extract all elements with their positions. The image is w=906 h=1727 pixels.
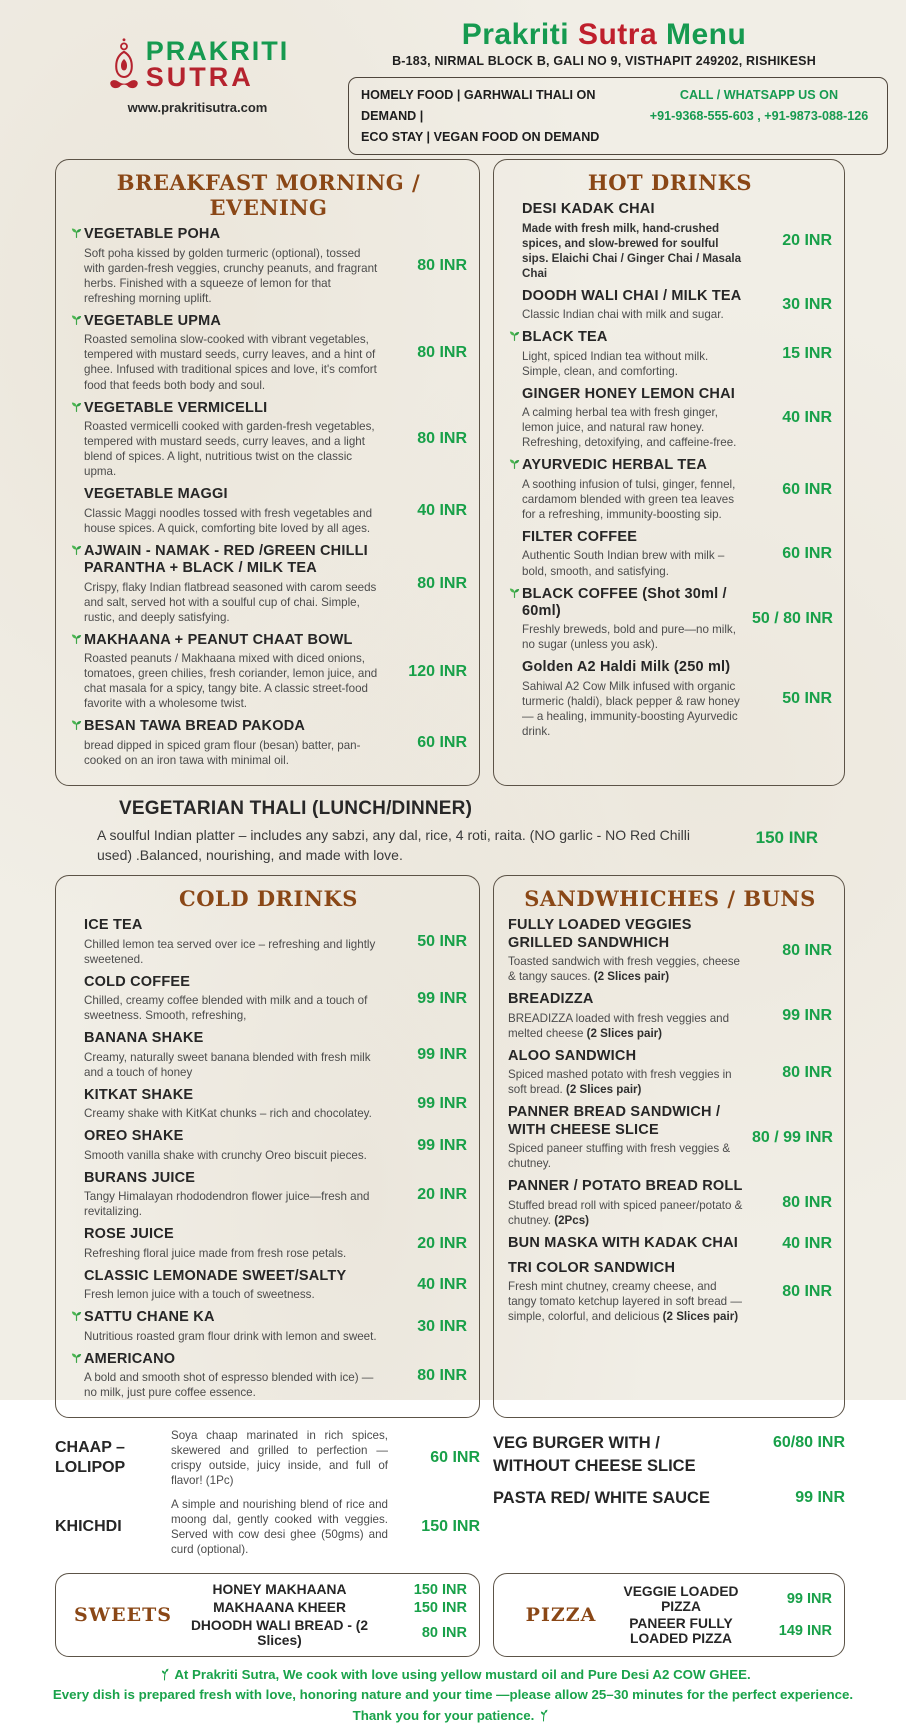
- item-price: 60 INR: [782, 544, 832, 562]
- item-description: A simple and nourishing blend of rice and moong dal, gently cooked with veggies. Served with cow desi ghee (50gms) and curd (optional).: [171, 1497, 388, 1556]
- item-text: [522, 529, 748, 579]
- item-description: Creamy shake with KitKat chunks – rich and chocolatey.: [84, 1107, 372, 1121]
- pizza-section: [493, 1573, 845, 1657]
- item-text: [84, 718, 383, 768]
- item-name: HONEY MAKHAANA: [212, 1582, 347, 1598]
- menu-item: [522, 586, 832, 653]
- item-text: [84, 1030, 383, 1080]
- item-text: [508, 917, 748, 984]
- menu-item: [84, 1030, 467, 1080]
- call-label: CALL / WHATSAPP US ON: [679, 88, 839, 102]
- cold-drinks-title: COLD DRINKS: [179, 886, 358, 912]
- item-text: [522, 457, 748, 522]
- footer-text-3: Thank you for your patience.: [352, 1708, 535, 1724]
- logo-text-prakriti: PRAKRITI: [145, 36, 290, 67]
- pizza-label: PIZZA: [525, 1603, 597, 1626]
- sprout-icon: [508, 586, 521, 599]
- item-text: [84, 226, 383, 306]
- item-text: [84, 917, 383, 967]
- item-price: 60 INR: [417, 734, 467, 752]
- item-price: 30 INR: [782, 296, 832, 314]
- sandwiches-title: SANDWHICHES / BUNS: [524, 886, 816, 912]
- item-name: COLD COFFEE: [84, 973, 191, 990]
- item-description: Light, spiced Indian tea without milk. Simple, clean, and comforting.: [522, 349, 709, 378]
- item-name: CLASSIC LEMONADE SWEET/SALTY: [84, 1267, 347, 1284]
- menu-item: [84, 1226, 467, 1260]
- cold-drinks-section: [55, 875, 480, 1418]
- item-description: Freshly breweds, bold and pure—no milk, no sugar (unless you ask).: [522, 623, 736, 652]
- pizza-items: [616, 1582, 832, 1648]
- sprout-icon: [508, 329, 521, 342]
- menu-item: [508, 1260, 832, 1325]
- item-description: A soothing infusion of tulsi, ginger, fennel, cardamom blended with green tea leaves for a refreshing, immunity-boosting sip.: [522, 477, 736, 521]
- item-text: [84, 1170, 383, 1220]
- item-price: 99 INR: [795, 1488, 845, 1506]
- item-name: Golden A2 Haldi Milk (250 ml): [522, 659, 731, 676]
- item-description: Fresh mint chutney, creamy cheese, and tangy tomato ketchup layered in soft bread — simple, colorful, and delicious (2 Slices pair): [508, 1280, 742, 1324]
- item-price: 80 INR: [782, 1194, 832, 1212]
- item-text: [508, 1235, 748, 1252]
- item-price: 80 INR: [417, 430, 467, 448]
- menu-item: [84, 917, 467, 967]
- menu-item: [84, 400, 467, 480]
- menu-item: [84, 1170, 467, 1220]
- item-name: BUN MASKA WITH KADAK CHAI: [508, 1235, 738, 1252]
- item-price: 20 INR: [782, 232, 832, 250]
- info-services: [361, 85, 635, 147]
- item-name: BLACK TEA: [522, 329, 748, 346]
- menu-item: [508, 1235, 832, 1253]
- item-description: A calming herbal tea with fresh ginger, lemon juice, and natural raw honey. Refreshing, detoxifying, and caffeine-free.: [522, 406, 737, 450]
- item-price: 20 INR: [417, 1234, 467, 1252]
- chaap-khichdi-items: [55, 1428, 480, 1565]
- item-price: 80 INR: [417, 257, 467, 275]
- menu-item: [84, 974, 467, 1024]
- item-name: CHAAP – LOLIPOP: [55, 1439, 126, 1477]
- thali-title: VEGETARIAN THALI (LUNCH/DINNER): [119, 797, 473, 819]
- menu-item: [493, 1487, 845, 1509]
- item-description: Creamy, naturally sweet banana blended with fresh milk and a touch of honey: [84, 1050, 371, 1079]
- item-price: 80 / 99 INR: [752, 1128, 833, 1146]
- item-text: [522, 386, 748, 451]
- title-prakriti: Prakriti: [461, 18, 578, 51]
- info-box: [348, 77, 888, 155]
- menu-item: [522, 659, 832, 739]
- menu-item: [508, 991, 832, 1041]
- item-name: AJWAIN - NAMAK - RED /GREEN CHILLI PARANTHA + BLACK / MILK TEA: [84, 543, 383, 578]
- logo: [75, 18, 320, 115]
- website-link[interactable]: www.prakritisutra.com: [127, 100, 268, 115]
- item-name: MAKHAANA + PEANUT CHAAT BOWL: [84, 632, 383, 649]
- item-description: Nutritious roasted gram flour drink with lemon and sweet.: [84, 1329, 377, 1343]
- item-name: PANNER / POTATO BREAD ROLL: [508, 1178, 743, 1195]
- phone-numbers[interactable]: +91-9368-555-603 , +91-9873-088-126: [649, 108, 869, 123]
- item-name: AYURVEDIC HERBAL TEA: [522, 457, 748, 474]
- hot-drinks-items: [508, 201, 832, 739]
- footer-line-3: [40, 1706, 866, 1727]
- item-name: TRI COLOR SANDWICH: [508, 1259, 676, 1276]
- item-name: BANANA SHAKE: [84, 1030, 204, 1047]
- item-text: [84, 1087, 383, 1121]
- item-text: [522, 329, 748, 379]
- menu-item: [84, 1128, 467, 1162]
- item-description: Chilled lemon tea served over ice – refreshing and lightly sweetened.: [84, 937, 376, 966]
- item-name: VEGETABLE MAGGI: [84, 486, 228, 503]
- item-price: 99 INR: [417, 1095, 467, 1113]
- item-text: [84, 543, 383, 625]
- menu-item: [616, 1616, 832, 1646]
- item-text: [522, 288, 748, 322]
- item-text: [84, 400, 383, 480]
- item-text: [84, 1128, 383, 1162]
- menu-item: [522, 386, 832, 451]
- item-price: 150 INR: [413, 1581, 467, 1598]
- item-name: VEGGIE LOADED PIZZA: [623, 1583, 739, 1614]
- item-description: Soft poha kissed by golden turmeric (optional), tossed with garden-fresh veggies, crunchy peanuts, and fragrant herbs. Finished with a squeeze of lemon for that refreshing morning uplift.: [84, 246, 378, 305]
- item-name: BREADIZZA: [508, 991, 594, 1008]
- menu-item: [522, 529, 832, 579]
- item-name: AMERICANO: [84, 1351, 383, 1368]
- item-description: bread dipped in spiced gram flour (besan) batter, pan-cooked on an iron tawa with minimal oil.: [84, 738, 361, 767]
- menu-item: [84, 1351, 467, 1401]
- item-description: Classic Maggi noodles tossed with fresh vegetables and house spices. A quick, comforting bite loved by all ages.: [84, 506, 373, 535]
- item-name: FULLY LOADED VEGGIES GRILLED SANDWHICH: [508, 917, 692, 951]
- item-text: [84, 1351, 383, 1401]
- item-description: Crispy, flaky Indian flatbread seasoned with carom seeds and salt, served hot with a soulful cup of chai. Simple, rustic, and deeply satisfying.: [84, 580, 377, 624]
- item-name: PASTA RED/ WHITE SAUCE: [493, 1488, 710, 1507]
- menu-item: [522, 457, 832, 522]
- sandwiches-section: [493, 875, 845, 1418]
- item-description: Smooth vanilla shake with crunchy Oreo biscuit pieces.: [84, 1148, 367, 1162]
- meditation-figure-icon: [106, 34, 142, 96]
- item-text: [84, 632, 383, 712]
- item-text: [508, 1104, 748, 1171]
- item-name: KITKAT SHAKE: [84, 1087, 194, 1103]
- item-price: 120 INR: [408, 662, 467, 680]
- sandwiches-items: [508, 917, 832, 1324]
- item-price: 99 INR: [417, 989, 467, 1007]
- info-line-2: ECO STAY | VEGAN FOOD ON DEMAND: [361, 129, 600, 144]
- sprout-icon: [70, 718, 83, 731]
- sprout-icon: [70, 632, 83, 645]
- title-sutra: Sutra: [577, 18, 666, 51]
- item-price: 80 INR: [421, 1624, 467, 1641]
- footer-line-1: [40, 1665, 866, 1686]
- item-description: Authentic South Indian brew with milk – bold, smooth, and satisfying.: [522, 549, 725, 578]
- sweets-items: [178, 1580, 467, 1650]
- item-price: 50 INR: [417, 933, 467, 951]
- footer-line-2: Every dish is prepared fresh with love, honoring nature and your time —please allow 25–30 minutes for the perfect experience.: [52, 1687, 854, 1703]
- item-price: 149 INR: [778, 1622, 832, 1639]
- item-name: BURANS JUICE: [84, 1169, 196, 1186]
- item-name: SATTU CHANE KA: [84, 1309, 383, 1326]
- item-description: Soya chaap marinated in rich spices, skewered and grilled to perfection — crispy outside, juicy inside, and full of flavor! (1Pc): [171, 1429, 388, 1488]
- item-price: 60/80 INR: [772, 1434, 845, 1452]
- footer-note: [0, 1665, 906, 1727]
- item-name: VEGETABLE VERMICELLI: [84, 400, 383, 417]
- item-price: 60 INR: [782, 480, 832, 498]
- item-text: [522, 201, 748, 281]
- item-description: Sahiwal A2 Cow Milk infused with organic turmeric (haldi), black pepper & raw honey — a healing, immunity-boosting Ayurvedic drink.: [522, 679, 740, 739]
- menu-item: [84, 226, 467, 306]
- item-name: ALOO SANDWICH: [508, 1047, 637, 1064]
- item-price: 80 INR: [417, 343, 467, 361]
- item-price: 40 INR: [782, 1234, 832, 1252]
- item-text: [84, 1309, 383, 1343]
- menu-item: [84, 1268, 467, 1302]
- item-description: Roasted peanuts / Makhaana mixed with diced onions, tomatoes, green chilies, fresh coriander, lemon juice, and chat masala for a spicy, tangy bite. A classic street-food favorite with a wholesome twist.: [84, 652, 378, 711]
- address-line: B-183, NIRMAL BLOCK B, GALI NO 9, VISTHAPIT 249202, RISHIKESH: [392, 54, 816, 68]
- item-description: Toasted sandwich with fresh veggies, cheese & tangy sauces. (2 Slices pair): [508, 955, 741, 984]
- item-name: FILTER COFFEE: [522, 529, 638, 546]
- sweets-label: SWEETS: [74, 1603, 172, 1626]
- item-name: VEG BURGER WITH / WITHOUT CHEESE SLICE: [493, 1434, 696, 1475]
- item-price: 99 INR: [417, 1046, 467, 1064]
- menu-item: [178, 1618, 467, 1648]
- menu-item: [178, 1600, 467, 1616]
- item-description: Refreshing floral juice made from fresh rose petals.: [84, 1246, 347, 1260]
- item-description: Spiced mashed potato with fresh veggies in soft bread. (2 Slices pair): [508, 1068, 732, 1097]
- item-name: PANNER BREAD SANDWICH / WITH CHEESE SLICE: [508, 1104, 721, 1138]
- item-name: PANEER FULLY LOADED PIZZA: [629, 1615, 733, 1646]
- menu-item: [55, 1497, 480, 1557]
- thali-text: [97, 798, 698, 866]
- sprout-icon: [70, 313, 83, 326]
- item-name: OREO SHAKE: [84, 1128, 184, 1145]
- item-price: 60 INR: [430, 1449, 480, 1467]
- item-text: [508, 1048, 748, 1098]
- menu-item: [493, 1432, 845, 1477]
- item-price: 20 INR: [417, 1185, 467, 1203]
- item-name: ICE TEA: [84, 917, 143, 934]
- sprout-icon: [70, 1309, 83, 1322]
- item-text: [508, 1260, 748, 1325]
- menu-item: [84, 543, 467, 625]
- title-menu: Menu: [665, 18, 747, 51]
- menu-item: [84, 1309, 467, 1343]
- item-price: 99 INR: [782, 1007, 832, 1025]
- header: [0, 12, 906, 159]
- item-price: 80 INR: [782, 1063, 832, 1081]
- item-description: Roasted vermicelli cooked with garden-fresh vegetables, tempered with mustard seeds, curry leaves, and a light blend of spices. A light, nutritious twist on the classic upma.: [84, 419, 375, 479]
- item-name: ROSE JUICE: [84, 1226, 174, 1243]
- menu-item: [84, 718, 467, 768]
- sprout-icon: [70, 1351, 83, 1364]
- sprout-icon: [70, 400, 83, 413]
- header-right: [320, 18, 888, 155]
- page-title: [320, 20, 888, 50]
- menu-item: [522, 288, 832, 322]
- thali-description: A soulful Indian platter – includes any sabzi, any dal, rice, 4 roti, raita. (NO garlic - NO Red Chilli used) .Balanced, nourishing, and made with love.: [97, 826, 690, 864]
- item-text: [84, 974, 383, 1024]
- wheat-icon: [158, 1668, 171, 1681]
- item-name: BLACK COFFEE (Shot 30ml / 60ml): [522, 586, 748, 621]
- item-description: Made with fresh milk, hand-crushed spices, and slow-brewed for soulful sips. Elaichi Chai / Ginger Chai / Masala Chai: [522, 221, 742, 280]
- item-name: VEGETABLE POHA: [84, 226, 383, 243]
- menu-item: [522, 329, 832, 379]
- thali-section: [55, 788, 848, 872]
- burger-pasta-items: [493, 1432, 845, 1565]
- item-price: 150 INR: [421, 1517, 480, 1535]
- item-price: 40 INR: [417, 1276, 467, 1294]
- logo-wordmark: [145, 36, 290, 92]
- thali-price: 150 INR: [755, 827, 818, 847]
- menu-item: [508, 1178, 832, 1228]
- item-text: [84, 1226, 383, 1260]
- item-price: 99 INR: [417, 1136, 467, 1154]
- item-text: [522, 586, 748, 653]
- item-price: 80 INR: [782, 1283, 832, 1301]
- item-name: DESI KADAK CHAI: [522, 201, 655, 218]
- item-description: Spiced paneer stuffing with fresh veggies & chutney.: [508, 1142, 731, 1171]
- item-text: [84, 486, 383, 536]
- item-text: [84, 1268, 383, 1302]
- item-price: 40 INR: [782, 409, 832, 427]
- item-description: Roasted semolina slow-cooked with vibrant vegetables, tempered with mustard seeds, curry leaves, and a hint of ghee. Infused with traditional spices and love, it's comfort food that feeds both body and soul.: [84, 333, 377, 392]
- item-price: 50 / 80 INR: [752, 610, 833, 628]
- menu-item: [84, 313, 467, 393]
- breakfast-section: [55, 159, 480, 786]
- item-description: Chilled, creamy coffee blended with milk and a touch of sweetness. Smooth, refreshing,: [84, 994, 368, 1023]
- menu-item: [178, 1582, 467, 1598]
- item-price: 150 INR: [413, 1599, 467, 1616]
- item-price: 80 INR: [417, 1366, 467, 1384]
- item-description: Tangy Himalayan rhododendron flower juice—fresh and revitalizing.: [84, 1190, 370, 1219]
- menu-item: [508, 917, 832, 984]
- info-line-1: HOMELY FOOD | GARHWALI THALI ON DEMAND |: [361, 88, 596, 123]
- sprout-icon: [508, 457, 521, 470]
- item-price: 30 INR: [417, 1317, 467, 1335]
- menu-item: [522, 201, 832, 281]
- menu-item: [55, 1428, 480, 1488]
- menu-item: [84, 1087, 467, 1121]
- item-description: Classic Indian chai with milk and sugar.: [522, 308, 724, 322]
- item-price: 80 INR: [417, 574, 467, 592]
- item-price: 80 INR: [782, 941, 832, 959]
- item-price: 15 INR: [782, 345, 832, 363]
- item-name: VEGETABLE UPMA: [84, 313, 383, 330]
- menu-item: [84, 486, 467, 536]
- item-name: GINGER HONEY LEMON CHAI: [522, 385, 735, 402]
- item-text: [522, 659, 748, 739]
- menu-item: [84, 632, 467, 712]
- item-price: 50 INR: [782, 690, 832, 708]
- item-text: [508, 1178, 748, 1228]
- menu-item: [616, 1584, 832, 1614]
- contact-block: [643, 85, 875, 147]
- breakfast-items: [70, 226, 467, 768]
- item-description: A bold and smooth shot of espresso blended with ice) — no milk, just pure coffee essence.: [84, 1371, 374, 1400]
- item-name: KHICHDI: [55, 1517, 122, 1535]
- item-name: BESAN TAWA BREAD PAKODA: [84, 718, 383, 735]
- item-description: Fresh lemon juice with a touch of sweetness.: [84, 1288, 315, 1302]
- wheat-icon: [537, 1709, 550, 1722]
- sprout-icon: [70, 226, 83, 239]
- breakfast-title: BREAKFAST MORNING / EVENING: [116, 170, 421, 221]
- item-text: [84, 313, 383, 393]
- item-price: 40 INR: [417, 501, 467, 519]
- footer-text-1: At Prakriti Sutra, We cook with love using yellow mustard oil and Pure Desi A2 COW GHEE.: [174, 1666, 751, 1682]
- item-description: Stuffed bread roll with spiced paneer/potato & chutney. (2Pcs): [508, 1198, 743, 1227]
- logo-text-sutra: SUTRA: [145, 62, 254, 92]
- item-price: 99 INR: [786, 1590, 832, 1607]
- sprout-icon: [70, 543, 83, 556]
- menu-item: [508, 1104, 832, 1171]
- item-name: DOODH WALI CHAI / MILK TEA: [522, 287, 742, 304]
- sweets-section: [55, 1573, 480, 1657]
- item-name: DHOODH WALI BREAD - (2 Slices): [190, 1617, 369, 1648]
- item-name: MAKHAANA KHEER: [213, 1600, 346, 1616]
- cold-drinks-items: [70, 917, 467, 1400]
- hot-drinks-title: HOT DRINKS: [587, 170, 753, 196]
- hot-drinks-section: [493, 159, 845, 786]
- item-description: BREADIZZA loaded with fresh veggies and melted cheese (2 Slices pair): [508, 1011, 730, 1040]
- item-text: [508, 991, 748, 1041]
- menu-item: [508, 1048, 832, 1098]
